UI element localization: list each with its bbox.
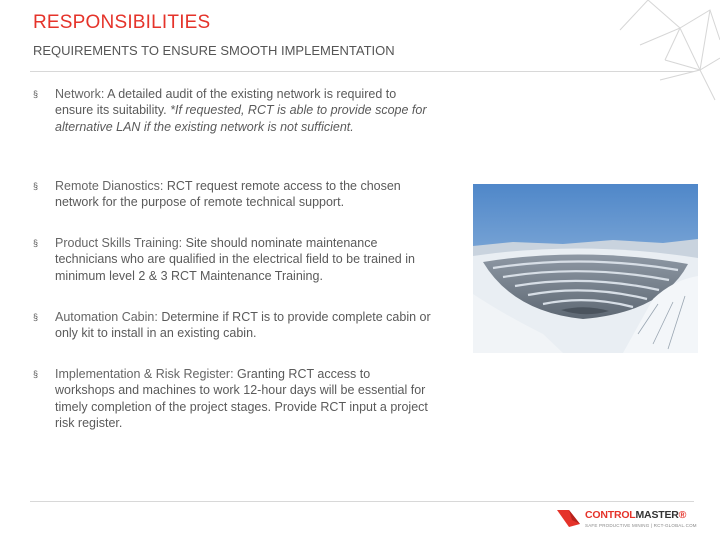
item-heading: Product Skills Training: bbox=[55, 236, 183, 250]
item-note: *If requested, RCT is able to provide scope for alternative LAN if the existing network is not sufficient. bbox=[55, 103, 427, 134]
bullet-icon: § bbox=[33, 238, 39, 248]
bottom-divider bbox=[30, 501, 694, 502]
bullet-icon: § bbox=[33, 89, 39, 99]
item-body: Determine if RCT is to provide complete cabin or only kit to install in an existing cabin. bbox=[55, 310, 431, 341]
bullet-icon: § bbox=[33, 369, 39, 379]
geometric-pattern-icon bbox=[560, 0, 720, 110]
page-title: RESPONSIBILITIES bbox=[33, 12, 211, 33]
controlmaster-logo bbox=[556, 507, 696, 533]
item-heading: Remote Dianostics: bbox=[55, 179, 164, 193]
bullet-icon: § bbox=[33, 312, 39, 322]
page-subtitle: REQUIREMENTS TO ENSURE SMOOTH IMPLEMENTATION bbox=[33, 43, 395, 58]
item-body: Granting RCT access to workshops and machines to work 12-hour days will be essential for timely completion of the project stages. Provide RCT input a project risk register. bbox=[55, 367, 428, 431]
item-body: A detailed audit of the existing network is required to ensure its suitability. bbox=[55, 87, 397, 118]
bullet-icon: § bbox=[33, 181, 39, 191]
mine-photo bbox=[473, 184, 698, 353]
item-body: RCT request remote access to the chosen network for the purpose of remote technical support. bbox=[55, 179, 401, 210]
item-body: Site should nominate maintenance technicians who are qualified in the electrical field to be trained in minimum level 2 & 3 RCT Maintenance Training. bbox=[55, 236, 415, 283]
logo-wordmark: CONTROLMASTER® bbox=[585, 509, 687, 521]
item-heading: Network: bbox=[55, 87, 105, 101]
controlmaster-mark-icon bbox=[556, 507, 582, 529]
logo-tagline: SAFE PRODUCTIVE MINING | RCT-GLOBAL.COM bbox=[585, 523, 697, 528]
item-heading: Implementation & Risk Register: bbox=[55, 367, 234, 381]
item-heading: Automation Cabin: bbox=[55, 310, 158, 324]
